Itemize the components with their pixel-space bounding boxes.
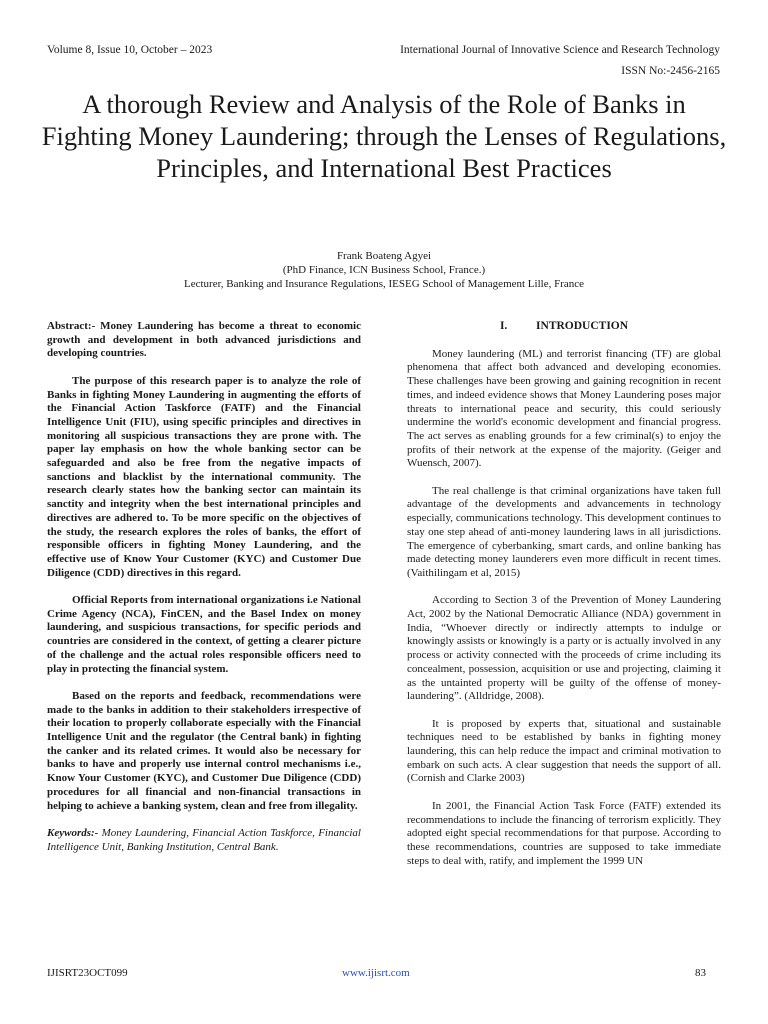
abstract-paragraph: The purpose of this research paper is to analyze the role of Banks in fighting Money Laundering in augmenting the efforts of the Financial Action Taskforce (FATF) and the Financial Intelligence Unit (FIU), using specific principles and directives in monitoring all suspicious transactions they are prone with. The paper lay emphasis on how the whole banking sector can be safeguarded and also be free from the negative impacts of sanctions and blacklist by the international community. The research clearly states how the banking sector can maintain its sanctity and integrity when the best international principles and directives are adhered to. To be more specific on the objectives of the study, the research explores the roles of banks, the effort of responsible officers in fighting Money Laundering, and the effective use of Know Your Customer (KYC) and Customer Due Diligence (CDD) directives in this regard. [47,374,361,579]
page-number: 83 [695,967,706,979]
intro-paragraph: Money laundering (ML) and terrorist financing (TF) are global phenomena that affect both advanced and developing economies. These challenges have been growing and gaining recognition in recent times, and indeed evidence shows that Money Laundering poses major threats to international peace and security, this could seriously undermine the world's economic development and financial progress. The act serves as enabling grounds for a few criminal(s) to enjoy the profits of their network at the expense of the majority. (Geiger and Wuensch, 2007). [407,347,721,470]
author-block [40,249,728,291]
journal-url-link[interactable]: www.ijisrt.com [342,967,410,979]
author-affiliation-2: Lecturer, Banking and Insurance Regulations, IESEG School of Management Lille, France [183,278,585,290]
introduction-column [407,320,721,882]
intro-paragraph: In 2001, the Financial Action Task Force (FATF) extended its recommendations to include the financing of terrorism explicitly. They adopted eight special recommendations for that purpose. According to these recommendations, countries are supposed to take immediate steps to deal with, ratify, and implement the 1999 UN [407,799,721,867]
section-heading: I. INTRODUCTION [499,320,629,332]
intro-paragraph: It is proposed by experts that, situational and sustainable techniques need to be established by banks in fighting money laundering, this can help reduce the impact and criminal motivation to embark on such acts. A clear suggestion that needs the support of all. (Cornish and Clarke 2003) [407,717,721,785]
keywords [47,827,361,854]
keywords-label: Keywords:- [47,826,99,839]
author-affiliation-1: (PhD Finance, ICN Business School, France.) [282,264,486,276]
abstract-paragraph: Based on the reports and feedback, recommendations were made to the banks in addition to their stakeholders irrespective of their location to properly collaborate especially with the Financial Intelligence Unit and the regulator (the Central bank) in fighting the canker and its related crimes. It would also be necessary for banks to have and properly use internal control mechanisms i.e., Know Your Customer (KYC), and Customer Due Diligence (CDD) procedures for all financial and non-financial transactions in helping to achieve a banking system, clean and free from illegality. [47,689,361,812]
intro-paragraph: The real challenge is that criminal organizations have taken full advantage of the developments and advancements in technology especially, communications technology. This development continues to stay one step ahead of anti-money laundering laws in all jurisdictions. The emergence of cyberbanking, smart cards, and online banking has made detecting money launderers even more difficult in recent times. (Vaithilingam et al, 2015) [407,484,721,579]
intro-paragraph: According to Section 3 of the Prevention of Money Laundering Act, 2002 by the National Democratic Alliance (NDA) government in India, “Whoever directly or indirectly attempts to indulge or knowingly assists or knowingly is a party or is actually involved in any process or activity connected with the proceeds of crime including its concealment, possession, acquisition or use and projecting, claiming it as the untainted property will be guilty of the offense of money-laundering”. (Alldridge, 2008). [407,594,721,703]
journal-name: International Journal of Innovative Science and Research Technology [400,44,720,56]
volume-issue: Volume 8, Issue 10, October – 2023 [47,44,213,56]
abstract-intro: Abstract:- Money Laundering has become a threat to economic growth and development in both advanced jurisdictions and developing countries. [47,320,361,360]
keywords-list: Money Laundering, Financial Action Taskforce, Financial Intelligence Unit, Banking Institution, Central Bank. [47,826,361,853]
abstract-paragraph: Official Reports from international organizations i.e National Crime Agency (NCA), FinCEN, and the Basel Index on money laundering, and suspicious transactions, for specific periods and countries are considered in the context, of getting a clearer picture of the challenge and the actual roles responsible officers need to play in protecting the financial system. [47,594,361,675]
author-name: Frank Boateng Agyei [336,250,432,262]
issn: ISSN No:-2456-2165 [621,65,720,77]
abstract-column [47,320,361,868]
paper-title: A thorough Review and Analysis of the Role of Banks in Fighting Money Laundering; through the Lenses of Regulations, Principles, and International Best Practices [41,89,727,183]
paper-code: IJISRT23OCT099 [47,967,128,979]
